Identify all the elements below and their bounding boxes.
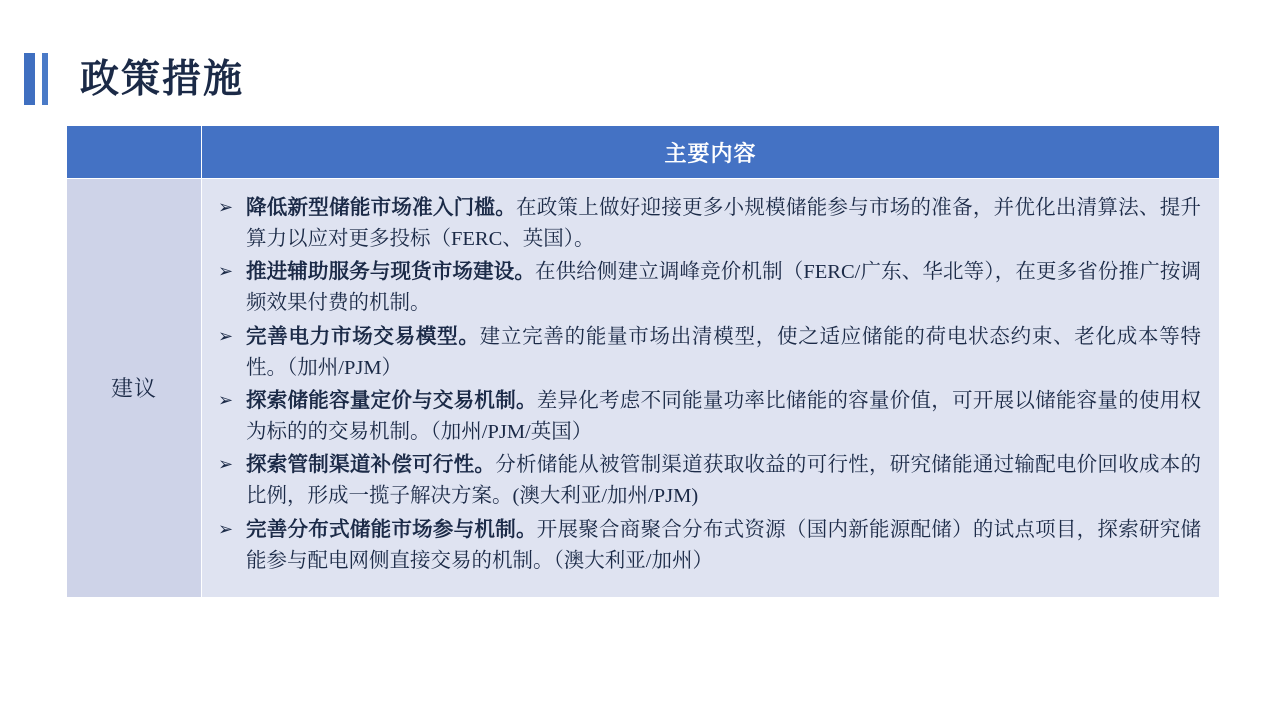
- bullet-text: 在政策上做好迎接更多小规模储能参与市场的准备，并优化出清算法、提升算力以应对更多投标（FERC、英国）。: [246, 197, 1202, 251]
- title-accent-bars: [24, 53, 48, 105]
- title-accent-gap: [35, 53, 42, 105]
- list-item: [216, 386, 1201, 448]
- bullet-text: 建立完善的能量市场出清模型，使之适应储能的荷电状态约束、老化成本等特性。（加州/PJM）: [246, 325, 1201, 379]
- bullet-arrow-icon: ➢: [218, 325, 234, 346]
- bullet-arrow-icon: ➢: [218, 389, 234, 410]
- bullet-arrow-icon: ➢: [218, 261, 234, 282]
- table-row: [67, 179, 1220, 598]
- bullet-text: 分析储能从被管制渠道获取收益的可行性，研究储能通过输配电价回收成本的比例，形成一揽子解决方案。(澳大利亚/加州/PJM): [246, 454, 1202, 508]
- list-item: [216, 193, 1201, 255]
- bullet-arrow-icon: ➢: [218, 518, 234, 539]
- list-item: [216, 450, 1201, 512]
- title-accent-bar-secondary: [42, 53, 48, 105]
- table-column-header-main-content: 主要内容: [202, 126, 1220, 179]
- bullet-text: 差异化考虑不同能量功率比储能的容量价值，可开展以储能容量的使用权为标的的交易机制。（加州/PJM/英国）: [246, 389, 1201, 444]
- bullet-lead: 完善分布式储能市场参与机制。: [246, 518, 537, 541]
- table-cell-suggestions-body: [202, 179, 1220, 598]
- table-corner-cell: [67, 126, 202, 179]
- list-item: [216, 257, 1201, 319]
- table-row-label-suggestions: 建议: [67, 179, 202, 598]
- bullet-lead: 探索储能容量定价与交易机制。: [246, 389, 537, 412]
- page-title: 政策措施: [80, 57, 245, 101]
- content-table-wrapper: [66, 125, 1220, 598]
- bullet-arrow-icon: ➢: [218, 197, 234, 217]
- bullet-arrow-icon: ➢: [218, 454, 234, 475]
- bullet-lead: 探索管制渠道补偿可行性。: [246, 454, 496, 477]
- bullet-lead: 完善电力市场交易模型。: [246, 325, 480, 348]
- bullet-lead: 降低新型储能市场准入门槛。: [246, 197, 516, 219]
- slide-title-row: [0, 48, 1280, 110]
- list-item: [216, 322, 1201, 384]
- bullet-text: 开展聚合商聚合分布式资源（国内新能源配储）的试点项目，探索研究储能参与配电网侧直接交易的机制。（澳大利亚/加州）: [246, 518, 1201, 572]
- bullet-lead: 推进辅助服务与现货市场建设。: [246, 261, 535, 284]
- content-table: [66, 125, 1220, 598]
- table-header-row: [67, 126, 1220, 179]
- bullet-text: 在供给侧建立调峰竞价机制（FERC/广东、华北等），在更多省份推广按调频效果付费的机制。: [246, 261, 1201, 315]
- title-accent-bar-primary: [24, 53, 35, 105]
- list-item: [216, 515, 1201, 577]
- bullet-list: [216, 193, 1201, 577]
